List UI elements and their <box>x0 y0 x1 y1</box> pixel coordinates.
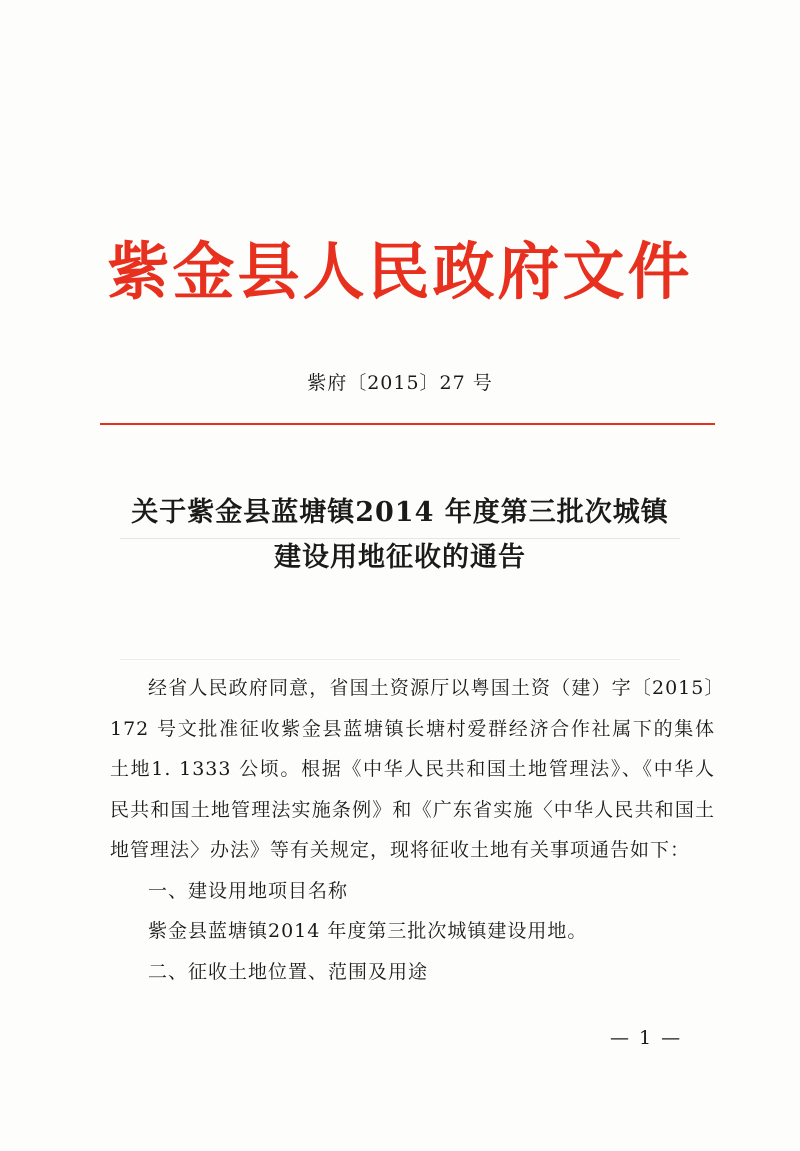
section-1-heading: 一、建设用地项目名称 <box>148 879 349 902</box>
notice-body <box>110 668 715 992</box>
notice-title-line-1: 关于紫金县蓝塘镇2014 年度第三批次城镇 <box>131 497 669 528</box>
notice-title-line-2: 建设用地征收的通告 <box>274 542 526 573</box>
red-divider-line <box>100 423 715 425</box>
notice-title <box>0 490 800 580</box>
body-paragraph-intro: 经省人民政府同意，省国土资源厅以粤国土资（建）字〔2015〕172 号文批准征收紫金县蓝塘镇长塘村爱群经济合作社属下的集体土地1. 1333 公顷。根据《中华人民共和国土地管理法》、《中华人民共和国土地管理法实施条例》和《广东省实施〈中华人民共和国土地管理法〉办法》等有关规定，现将征收土地有关事项通告如下： <box>110 677 715 861</box>
section-1-text: 紫金县蓝塘镇2014 年度第三批次城镇建设用地。 <box>148 920 588 942</box>
document-header-title: 紫金县人民政府文件 <box>107 235 693 308</box>
document-number: 紫府〔2015〕27 号 <box>307 372 493 394</box>
page-number: — 1 — <box>610 1027 683 1049</box>
section-2-heading: 二、征收土地位置、范围及用途 <box>148 960 429 983</box>
